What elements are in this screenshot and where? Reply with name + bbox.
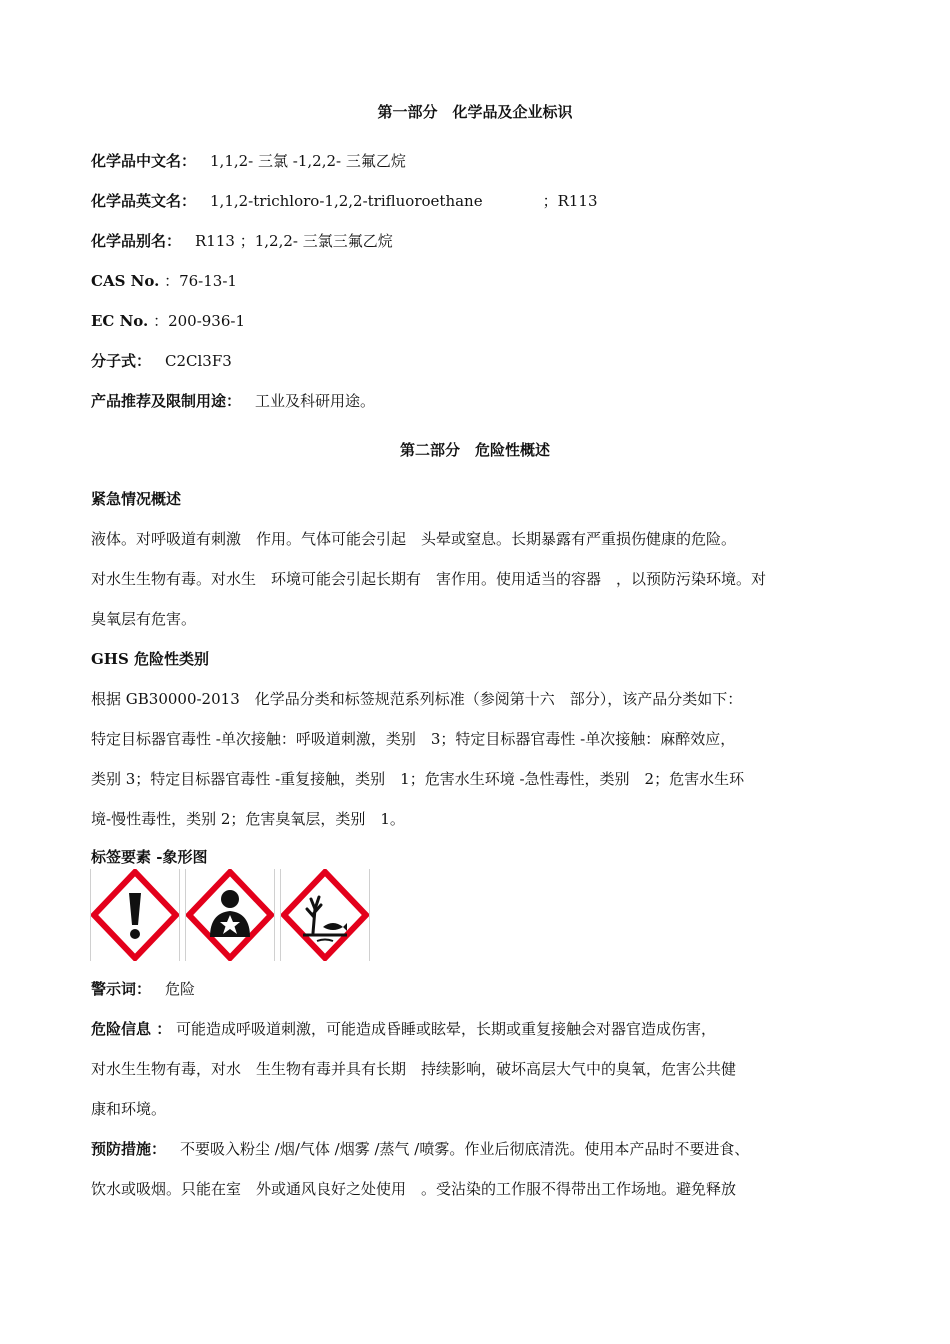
hazard-info-row — [91, 1019, 716, 1039]
environment-icon — [280, 869, 370, 961]
cn-name-value: 1,1,2- 三氯 -1,2,2- 三氟乙烷 — [210, 152, 406, 170]
alias-value: R113 ；1,2,2- 三氯三氟乙烷 — [195, 232, 393, 250]
emergency-title: 紧急情况概述 — [91, 490, 182, 508]
ghs-line: 类别 3；特定目标器官毒性 -重复接触，类别 1；危害水生环境 -急性毒性，类别 2；危害水生环 — [91, 770, 745, 788]
cas-label: CAS No. — [91, 272, 160, 290]
ghs-line: 根据 GB30000-2013 化学品分类和标签规范系列标准（参阅第十六 部分），该产品分类如下： — [91, 690, 743, 708]
hazard-info-line: 康和环境。 — [91, 1100, 167, 1118]
ghs-title: GHS 危险性类别 — [91, 650, 210, 668]
en-name-value: 1,1,2-trichloro-1,2,2-trifluoroethane — [210, 192, 483, 210]
section2-heading: 第二部分 危险性概述 — [399, 441, 550, 459]
cn-name-label: 化学品中文名： — [91, 152, 197, 170]
emergency-line: 液体。对呼吸道有刺激 作用。气体可能会引起 头晕或窒息。长期暴露有严重损伤健康的危险。 — [91, 530, 737, 548]
alias-label: 化学品别名： — [91, 232, 182, 250]
formula-value: C2Cl3F3 — [165, 352, 232, 370]
formula-label: 分子式： — [91, 352, 152, 370]
ec-label: EC No. — [91, 312, 149, 330]
ghs-line: 境-慢性毒性，类别 2；危害臭氧层，类别 1。 — [91, 810, 405, 828]
emergency-line: 臭氧层有危害。 — [91, 610, 197, 628]
hazard-info-line: 对水生生物有毒，对水 生生物有毒并具有长期 持续影响，破坏高层大气中的臭氧，危害公共健 — [91, 1060, 737, 1078]
prevention-row — [91, 1139, 749, 1159]
formula-row — [91, 351, 232, 371]
label-elements-title: 标签要素 -象形图 — [91, 848, 208, 866]
cn-name-row — [91, 151, 406, 171]
section1-heading: 第一部分 化学品及企业标识 — [377, 103, 573, 121]
health-hazard-icon — [185, 869, 275, 961]
use-value: 工业及科研用途。 — [255, 392, 376, 410]
emergency-line: 对水生生物有毒。对水生 环境可能会引起长期有 害作用。使用适当的容器 ，以预防污染环境。对 — [91, 570, 767, 588]
use-label: 产品推荐及限制用途： — [91, 392, 242, 410]
exclamation-mark-icon — [90, 869, 180, 961]
ghs-line: 特定目标器官毒性 -单次接触：呼吸道刺激，类别 3；特定目标器官毒性 -单次接触：麻醉效应， — [91, 730, 736, 748]
hazard-info-label: 危险信息 ： — [91, 1020, 172, 1038]
signal-word-row — [91, 979, 195, 999]
signal-word-value: 危险 — [165, 980, 196, 998]
cas-value: ：76-13-1 — [164, 272, 237, 290]
signal-word-label: 警示词： — [91, 980, 152, 998]
en-name-row — [91, 191, 598, 211]
alias-row — [91, 231, 393, 251]
cas-row — [91, 271, 237, 291]
prevention-line: 不要吸入粉尘 /烟/气体 /烟雾 /蒸气 /喷雾。作业后彻底清洗。使用本产品时不要进食、 — [180, 1140, 750, 1158]
ec-value: ：200-936-1 — [153, 312, 246, 330]
en-name-label: 化学品英文名： — [91, 192, 197, 210]
en-name-code: ；R113 — [542, 192, 598, 210]
prevention-label: 预防措施： — [91, 1140, 167, 1158]
ec-row — [91, 311, 245, 331]
use-row — [91, 391, 375, 411]
hazard-info-line: 可能造成呼吸道刺激，可能造成昏睡或眩晕，长期或重复接触会对器官造成伤害， — [176, 1020, 717, 1038]
prevention-line: 饮水或吸烟。只能在室 外或通风良好之处使用 。受沾染的工作服不得带出工作场地。避免释放 — [91, 1180, 737, 1198]
